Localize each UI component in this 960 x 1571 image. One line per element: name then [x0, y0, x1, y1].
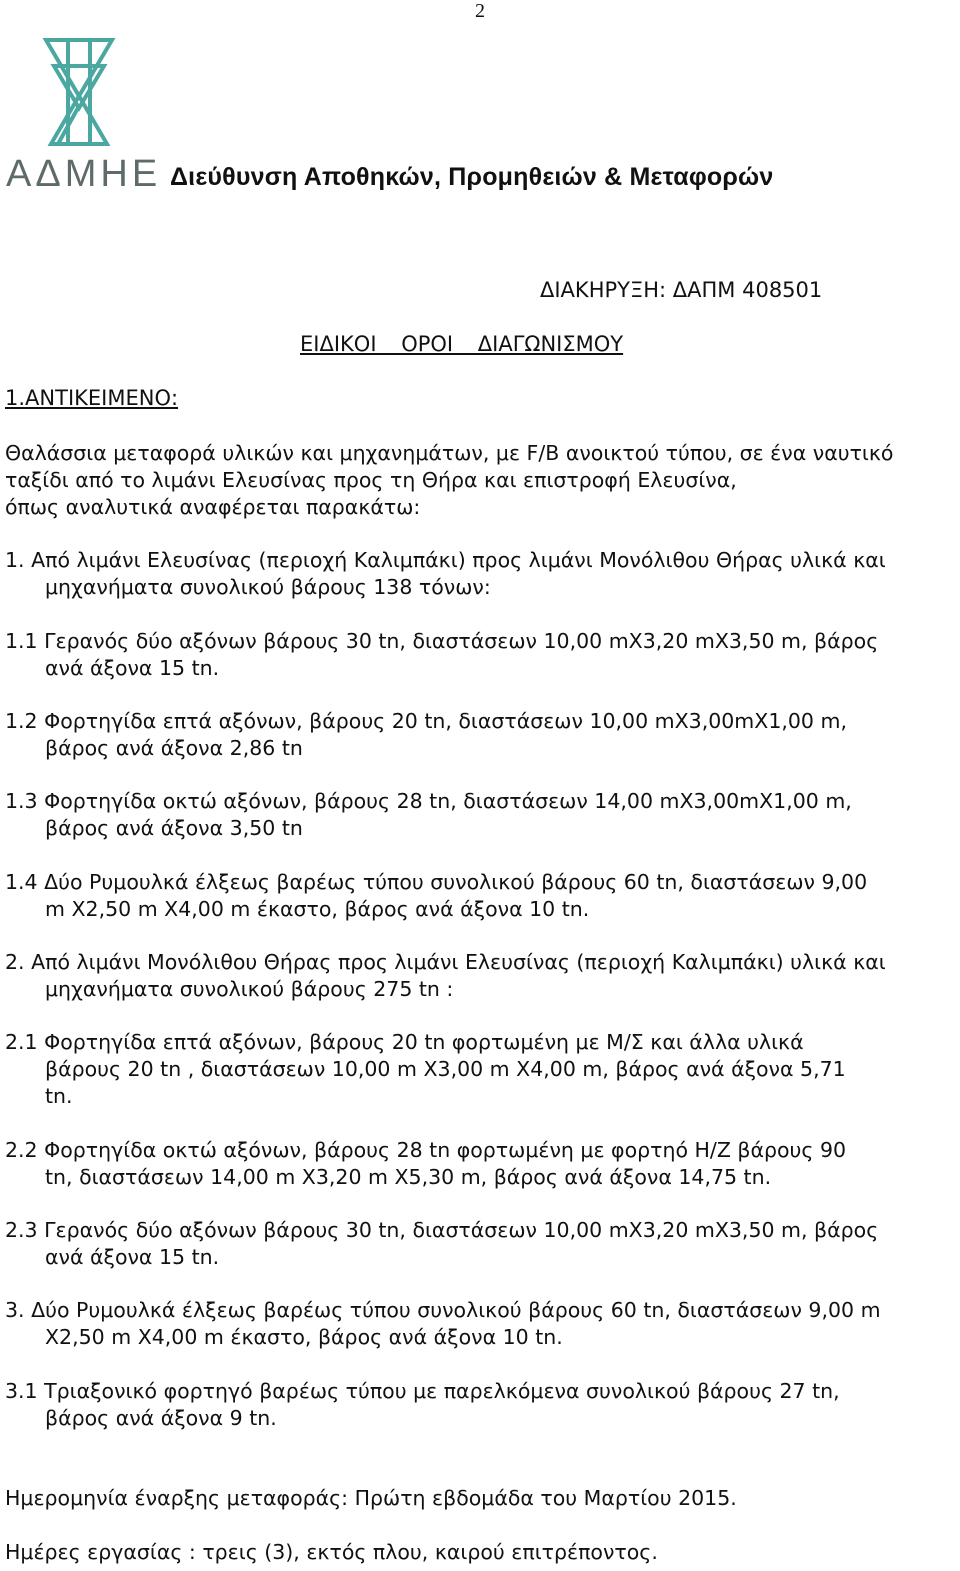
- item-line: μηχανήματα συνολικού βάρους 138 τόνων:: [45, 575, 491, 599]
- item-2: [5, 949, 955, 1003]
- item-line: μηχανήματα συνολικού βάρους 275 tn :: [45, 977, 454, 1001]
- item-line: X2,50 m X4,00 m έκαστο, βάρος ανά άξονα 10 tn.: [45, 1325, 563, 1349]
- item-1-3: [5, 788, 955, 842]
- intro-line: Θαλάσσια μεταφορά υλικών και μηχανημάτων, με F/B ανοικτού τύπου, σε ένα ναυτικό: [5, 441, 894, 465]
- start-date: [5, 1485, 955, 1512]
- item-line: 1.2 Φορτηγίδα επτά αξόνων, βάρους 20 tn, διαστάσεων 10,00 mX3,00mX1,00 m,: [5, 709, 847, 733]
- item-2-1: [5, 1029, 955, 1110]
- item-1-2: [5, 708, 955, 762]
- declaration-number: ΔΙΑΚΗΡΥΞΗ: ΔΑΠΜ 408501: [540, 278, 823, 302]
- item-line: tn.: [45, 1084, 73, 1108]
- item-line: 1. Από λιμάνι Ελευσίνας (περιοχή Καλιμπάκι) προς λιμάνι Μονόλιθου Θήρας υλικά και: [5, 548, 886, 572]
- item-1-4: [5, 869, 955, 923]
- item-line: βάρους 20 tn , διαστάσεων 10,00 m X3,00 m X4,00 m, βάρος ανά άξονα 5,71: [45, 1057, 846, 1081]
- work-days: [5, 1539, 955, 1566]
- item-2-3: [5, 1217, 955, 1271]
- item-line: 2.3 Γερανός δύο αξόνων βάρους 30 tn, διαστάσεων 10,00 mX3,20 mX3,50 m, βάρος: [5, 1218, 879, 1242]
- item-2-2: [5, 1137, 955, 1191]
- item-line: 3. Δύο Ρυμουλκά έλξεως βαρέως τύπου συνολικού βάρους 60 tn, διαστάσεων 9,00 m: [5, 1298, 881, 1322]
- item-line: 2.2 Φορτηγίδα οκτώ αξόνων, βάρους 28 tn φορτωμένη με φορτηό Η/Ζ βάρους 90: [5, 1138, 847, 1162]
- start-date-text: Ημερομηνία έναρξης μεταφοράς: Πρώτη εβδομάδα του Μαρτίου 2015.: [5, 1486, 737, 1510]
- item-1: [5, 547, 955, 601]
- item-3: [5, 1297, 955, 1351]
- item-line: 3.1 Τριαξονικό φορτηγό βαρέως τύπου με παρελκόμενα συνολικού βάρους 27 tn,: [5, 1379, 840, 1403]
- item-line: βάρος ανά άξονα 2,86 tn: [45, 736, 303, 760]
- intro-paragraph: [5, 440, 955, 521]
- item-3-1: [5, 1378, 955, 1432]
- item-line: 2.1 Φορτηγίδα επτά αξόνων, βάρους 20 tn φορτωμένη με Μ/Σ και άλλα υλικά: [5, 1030, 804, 1054]
- page-number: 2: [475, 0, 485, 22]
- company-logo: [6, 36, 156, 188]
- item-line: tn, διαστάσεων 14,00 m X3,20 m X5,30 m, βάρος ανά άξονα 14,75 tn.: [45, 1165, 772, 1189]
- item-line: ανά άξονα 15 tn.: [45, 1245, 220, 1269]
- item-line: βάρος ανά άξονα 3,50 tn: [45, 816, 303, 840]
- object-heading: 1.ΑΝΤΙΚΕΙΜΕΝΟ:: [5, 386, 179, 410]
- item-line: 1.1 Γερανός δύο αξόνων βάρους 30 tn, διαστάσεων 10,00 mX3,20 mX3,50 m, βάρος: [5, 629, 879, 653]
- item-1-1: [5, 628, 955, 682]
- work-days-text: Ημέρες εργασίας : τρεις (3), εκτός πλου, καιρού επιτρέποντος.: [5, 1540, 658, 1564]
- item-line: 1.4 Δύο Ρυμουλκά έλξεως βαρέως τύπου συνολικού βάρους 60 tn, διαστάσεων 9,00: [5, 870, 868, 894]
- special-terms-heading: ΕΙΔΙΚΟΙ ΟΡΟΙ ΔΙΑΓΩΝΙΣΜΟΥ: [300, 332, 624, 356]
- logo-triangles-icon: [6, 36, 156, 188]
- item-line: 1.3 Φορτηγίδα οκτώ αξόνων, βάρους 28 tn, διαστάσεων 14,00 mX3,00mX1,00 m,: [5, 789, 852, 813]
- intro-line: όπως αναλυτικά αναφέρεται παρακάτω:: [5, 495, 421, 519]
- item-line: m X2,50 m X4,00 m έκαστο, βάρος ανά άξονα 10 tn.: [45, 897, 590, 921]
- department-title: Διεύθυνση Αποθηκών, Προμηθειών & Μεταφορών: [170, 163, 774, 191]
- intro-line: ταξίδι από το λιμάνι Ελευσίνας προς τη Θήρα και επιστροφή Ελευσίνα,: [5, 468, 737, 492]
- item-line: 2. Από λιμάνι Μονόλιθου Θήρας προς λιμάνι Ελευσίνας (περιοχή Καλιμπάκι) υλικά και: [5, 950, 886, 974]
- item-line: ανά άξονα 15 tn.: [45, 656, 220, 680]
- item-line: βάρος ανά άξονα 9 tn.: [45, 1406, 277, 1430]
- logo-text: ΑΔΜΗΕ: [6, 153, 156, 188]
